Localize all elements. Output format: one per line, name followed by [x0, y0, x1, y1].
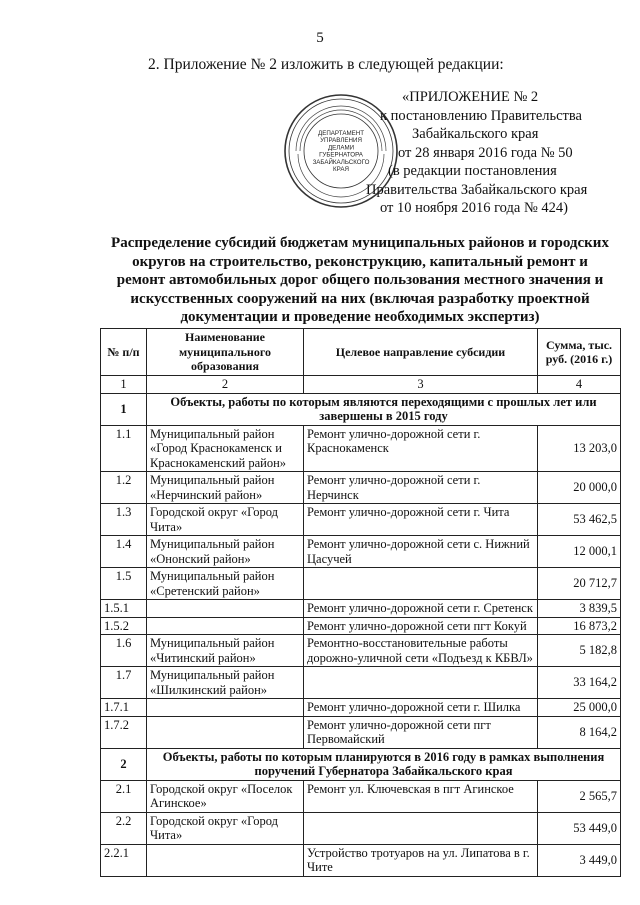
heading-line: искусственных сооружений на них (включая разработку проектной	[130, 290, 590, 307]
table-row	[101, 780, 621, 812]
table-body	[101, 393, 621, 876]
appendix-line: Правительства Забайкальского края	[366, 181, 588, 198]
appendix-line: к постановлению Правительства	[380, 107, 582, 124]
table-row	[101, 844, 621, 876]
municipality-cell: Муниципальный район «Ононский район»	[147, 536, 304, 568]
purpose-cell	[304, 568, 538, 600]
seal-text: КРАЯ	[333, 166, 349, 173]
table-row	[101, 699, 621, 717]
document-heading	[100, 234, 620, 327]
sum-cell: 8 164,2	[538, 716, 621, 748]
municipality-cell: Муниципальный район «Город Краснокаменск и Краснокаменский район»	[147, 425, 304, 472]
column-number: 3	[304, 376, 538, 394]
sum-cell: 5 182,8	[538, 635, 621, 667]
heading-line: Распределение субсидий бюджетам муниципальных районов и городских	[111, 235, 609, 251]
row-number: 1.7.2	[101, 716, 147, 748]
municipality-cell: Муниципальный район «Читинский район»	[147, 635, 304, 667]
municipality-cell	[147, 600, 304, 618]
appendix-line: Забайкальского края	[412, 126, 539, 142]
municipality-cell: Городской округ «Город Чита»	[147, 812, 304, 844]
purpose-cell: Ремонт улично-дорожной сети с. Нижний Цасучей	[304, 536, 538, 568]
purpose-cell: Ремонт улично-дорожной сети г. Краснокаменск	[304, 425, 538, 472]
row-number: 1.5	[101, 568, 147, 600]
row-number: 1.1	[101, 425, 147, 472]
municipality-cell: Муниципальный район «Шилкинский район»	[147, 667, 304, 699]
sum-cell: 33 164,2	[538, 667, 621, 699]
row-number: 2	[101, 748, 147, 780]
amendment-instruction: 2. Приложение № 2 изложить в следующей редакции:	[148, 56, 504, 73]
purpose-cell: Ремонт улично-дорожной сети г. Нерчинск	[304, 472, 538, 504]
seal-text: ДЕПАРТАМЕНТ	[318, 130, 364, 137]
row-number: 1.3	[101, 504, 147, 536]
municipality-cell: Городской округ «Город Чита»	[147, 504, 304, 536]
sum-cell: 53 449,0	[538, 812, 621, 844]
sum-cell: 20 000,0	[538, 472, 621, 504]
seal-text: УПРАВЛЕНИЯ	[320, 137, 362, 145]
appendix-line: от 10 ноября 2016 года № 424)	[380, 200, 568, 216]
municipality-cell: Муниципальный район «Нерчинский район»	[147, 472, 304, 504]
heading-line: округов на строительство, реконструкцию, капитальный ремонт и	[132, 253, 588, 270]
appendix-line: от 28 января 2016 года № 50	[398, 144, 573, 161]
sum-cell: 12 000,1	[538, 536, 621, 568]
row-number: 2.1	[101, 780, 147, 812]
appendix-header	[358, 88, 620, 218]
sum-cell: 3 839,5	[538, 600, 621, 618]
purpose-cell	[304, 667, 538, 699]
purpose-cell: Ремонт ул. Ключевская в пгт Агинское	[304, 780, 538, 812]
row-number: 1.7	[101, 667, 147, 699]
appendix-line: (в редакции постановления	[388, 163, 557, 179]
header-sum: Сумма, тыс. руб. (2016 г.)	[538, 329, 621, 376]
subsidy-table	[100, 328, 621, 877]
municipality-cell	[147, 844, 304, 876]
header-number: № п/п	[101, 329, 147, 376]
table-row	[101, 617, 621, 635]
sum-cell: 20 712,7	[538, 568, 621, 600]
sum-cell: 53 462,5	[538, 504, 621, 536]
row-number: 1.7.1	[101, 699, 147, 717]
municipality-cell: Городской округ «Поселок Агинское»	[147, 780, 304, 812]
row-number: 1.6	[101, 635, 147, 667]
purpose-cell: Ремонт улично-дорожной сети г. Шилка	[304, 699, 538, 717]
appendix-title: «ПРИЛОЖЕНИЕ № 2	[402, 89, 539, 105]
purpose-cell	[304, 812, 538, 844]
purpose-cell: Ремонт улично-дорожной сети г. Сретенск	[304, 600, 538, 618]
table-row	[101, 812, 621, 844]
header-municipality: Наименование муниципального образования	[147, 329, 304, 376]
table-row	[101, 600, 621, 618]
seal-text: ЗАБАЙКАЛЬСКОГО	[312, 158, 370, 166]
header-purpose: Целевое направление субсидии	[304, 329, 538, 376]
row-number: 1	[101, 393, 147, 425]
table-row	[101, 568, 621, 600]
row-number: 1.5.2	[101, 617, 147, 635]
sum-cell: 3 449,0	[538, 844, 621, 876]
table-row	[101, 635, 621, 667]
section-row	[101, 393, 621, 425]
municipality-cell	[147, 699, 304, 717]
column-number: 2	[147, 376, 304, 394]
table-row	[101, 667, 621, 699]
section-row	[101, 748, 621, 780]
table-row	[101, 504, 621, 536]
purpose-cell: Устройство тротуаров на ул. Липатова в г. Чите	[304, 844, 538, 876]
row-number: 1.2	[101, 472, 147, 504]
municipality-cell	[147, 716, 304, 748]
table-row	[101, 536, 621, 568]
table-row	[101, 425, 621, 472]
heading-line: ремонт автомобильных дорог общего пользования местного значения и	[116, 272, 604, 288]
column-number: 4	[538, 376, 621, 394]
section-title: Объекты, работы по которым планируются в 2016 году в рамках выполнения поручений Губернатора Забайкальского края	[147, 748, 621, 780]
row-number: 1.5.1	[101, 600, 147, 618]
sum-cell: 13 203,0	[538, 425, 621, 472]
sum-cell: 25 000,0	[538, 699, 621, 717]
row-number: 1.4	[101, 536, 147, 568]
purpose-cell: Ремонт улично-дорожной сети г. Чита	[304, 504, 538, 536]
seal-text: ДЕЛАМИ	[327, 144, 355, 152]
seal-text: ГУБЕРНАТОРА	[319, 151, 363, 159]
municipality-cell: Муниципальный район «Сретенский район»	[147, 568, 304, 600]
municipality-cell	[147, 617, 304, 635]
table-row	[101, 472, 621, 504]
sum-cell: 16 873,2	[538, 617, 621, 635]
page-number: 5	[316, 30, 324, 46]
table-row	[101, 716, 621, 748]
column-number: 1	[101, 376, 147, 394]
purpose-cell: Ремонт улично-дорожной сети пгт Первомайский	[304, 716, 538, 748]
purpose-cell: Ремонтно-восстановительные работы дорожно-уличной сети «Подъезд к КБВЛ»	[304, 635, 538, 667]
sum-cell: 2 565,7	[538, 780, 621, 812]
row-number: 2.2.1	[101, 844, 147, 876]
row-number: 2.2	[101, 812, 147, 844]
purpose-cell: Ремонт улично-дорожной сети пгт Кокуй	[304, 617, 538, 635]
heading-line: документации и проведение необходимых экспертиз)	[180, 309, 540, 325]
section-title: Объекты, работы по которым являются переходящими с прошлых лет или завершены в 2015 году	[147, 393, 621, 425]
